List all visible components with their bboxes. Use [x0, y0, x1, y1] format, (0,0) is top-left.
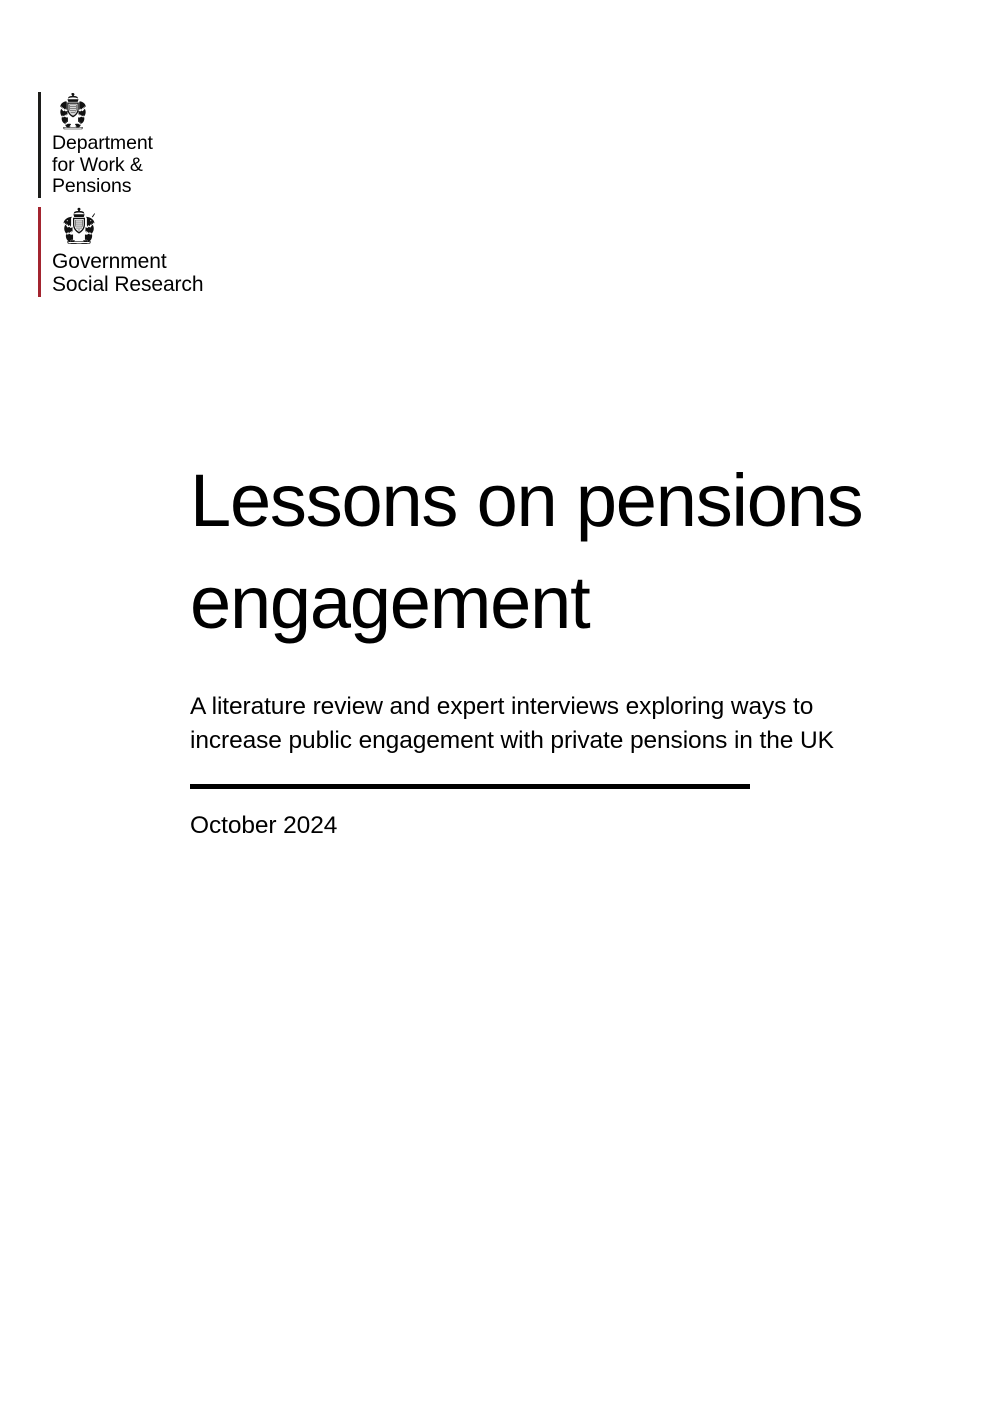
royal-coat-of-arms-icon [52, 207, 106, 244]
dwp-logo [38, 92, 368, 198]
logo-stack [38, 92, 368, 297]
royal-crest-icon [52, 92, 94, 130]
title-block [190, 450, 960, 841]
gsr-logo [38, 207, 368, 297]
dwp-logo-line: Department [52, 132, 153, 154]
gsr-logo-body [41, 207, 203, 297]
gsr-logo-line: Social Research [52, 273, 204, 296]
page-subtitle-line: increase public engagement with private pensions in the UK [190, 727, 834, 754]
dwp-logo-text [52, 133, 153, 198]
gsr-logo-text [52, 250, 203, 297]
dwp-logo-body [41, 92, 153, 198]
logo-spacer [38, 198, 368, 207]
page-title-line: Lessons on pensions [190, 459, 863, 542]
gsr-logo-line: Government [52, 249, 167, 273]
page-title-line: engagement [190, 561, 590, 644]
page-subtitle-line: A literature review and expert interviews exploring ways to [190, 693, 814, 720]
page-title [190, 450, 960, 654]
dwp-logo-line: for Work & [52, 153, 143, 176]
dwp-logo-line: Pensions [52, 175, 132, 197]
page-subtitle [190, 654, 906, 758]
publication-date: October 2024 [190, 812, 338, 839]
